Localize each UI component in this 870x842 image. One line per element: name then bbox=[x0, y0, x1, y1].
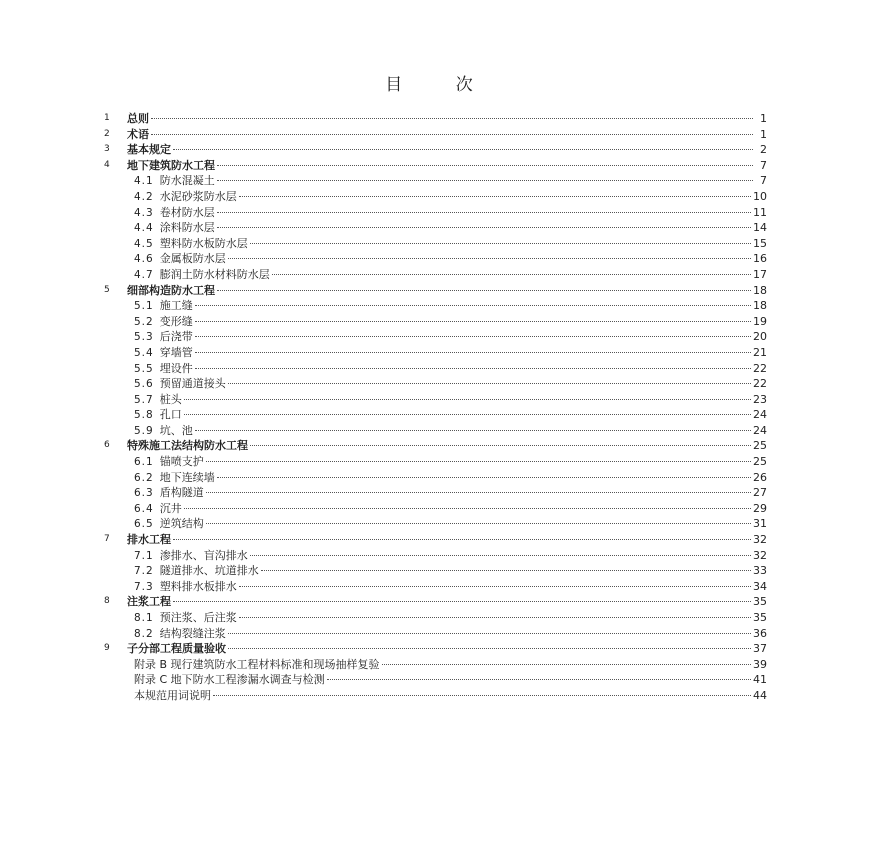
toc-row[interactable] bbox=[0, 516, 870, 532]
toc-row[interactable] bbox=[0, 111, 870, 127]
section-number: 6.5 bbox=[134, 518, 154, 531]
section-number: 7.1 bbox=[134, 549, 154, 562]
toc-label: 地下建筑防水工程 bbox=[127, 158, 215, 172]
dot-leader bbox=[228, 383, 751, 384]
dot-leader bbox=[213, 695, 751, 696]
section-number: 5.8 bbox=[134, 409, 154, 422]
toc-row[interactable] bbox=[0, 127, 870, 143]
toc-row[interactable] bbox=[0, 641, 870, 657]
toc-row[interactable] bbox=[0, 329, 870, 345]
toc-row[interactable] bbox=[0, 672, 870, 688]
toc-row[interactable] bbox=[0, 626, 870, 642]
toc-label: 塑料防水板防水层 bbox=[159, 236, 248, 250]
toc-entry bbox=[127, 142, 767, 158]
dot-leader bbox=[151, 134, 753, 135]
toc-entry bbox=[134, 688, 767, 704]
toc-label: 基本规定 bbox=[127, 143, 171, 157]
chapter-number: 9 bbox=[104, 643, 110, 654]
chapter-number: 4 bbox=[104, 159, 110, 170]
toc-entry bbox=[134, 563, 767, 580]
section-number: 5.5 bbox=[134, 362, 154, 375]
toc-label: 渗排水、盲沟排水 bbox=[159, 548, 248, 562]
dot-leader bbox=[206, 523, 751, 524]
toc-row[interactable] bbox=[0, 361, 870, 377]
section-number: 5.3 bbox=[134, 331, 154, 344]
toc-label: 防水混凝土 bbox=[159, 174, 215, 188]
toc-entry bbox=[134, 610, 767, 627]
toc-row[interactable] bbox=[0, 345, 870, 361]
toc-label: 地下连续墙 bbox=[159, 470, 215, 484]
toc-entry bbox=[134, 189, 767, 206]
toc-entry bbox=[134, 345, 767, 362]
toc-label: 穿墙管 bbox=[159, 345, 193, 359]
dot-leader bbox=[151, 118, 753, 119]
page-number: 19 bbox=[753, 314, 767, 328]
page-number: 16 bbox=[753, 252, 767, 266]
page-number: 35 bbox=[753, 595, 767, 609]
toc-label: 卷材防水层 bbox=[159, 205, 215, 219]
page-number: 29 bbox=[753, 501, 767, 515]
toc-row[interactable] bbox=[0, 376, 870, 392]
toc-entry bbox=[134, 626, 767, 643]
section-number: 5.1 bbox=[134, 300, 154, 313]
toc-row[interactable] bbox=[0, 594, 870, 610]
section-number: 4.1 bbox=[134, 175, 154, 188]
dot-leader bbox=[184, 414, 751, 415]
toc-row[interactable] bbox=[0, 563, 870, 579]
toc-label: 逆筑结构 bbox=[159, 517, 204, 531]
section-number: 5.9 bbox=[134, 424, 154, 437]
dot-leader bbox=[217, 477, 751, 478]
toc-entry bbox=[134, 251, 767, 268]
toc-label: 附录 B 现行建筑防水工程材料标准和现场抽样复验 bbox=[134, 657, 380, 671]
toc-label: 水泥砂浆防水层 bbox=[159, 189, 237, 203]
toc-entry bbox=[134, 376, 767, 393]
toc-row[interactable] bbox=[0, 423, 870, 439]
dot-leader bbox=[239, 617, 751, 618]
toc-label: 注浆工程 bbox=[127, 595, 171, 609]
toc-entry bbox=[134, 173, 767, 190]
page-number: 18 bbox=[753, 299, 767, 313]
toc-label: 细部构造防水工程 bbox=[127, 283, 215, 297]
dot-leader bbox=[217, 165, 753, 166]
dot-leader bbox=[173, 149, 753, 150]
page-number: 21 bbox=[753, 345, 767, 359]
toc-row[interactable] bbox=[0, 610, 870, 626]
toc-label: 隧道排水、坑道排水 bbox=[159, 564, 259, 578]
section-number: 4.4 bbox=[134, 222, 154, 235]
toc-row[interactable] bbox=[0, 158, 870, 174]
toc-entry bbox=[127, 532, 767, 548]
toc-row[interactable] bbox=[0, 392, 870, 408]
toc-row[interactable] bbox=[0, 298, 870, 314]
toc-entry bbox=[127, 127, 767, 143]
toc-label: 预留通道接头 bbox=[159, 377, 226, 391]
page-number: 2 bbox=[760, 143, 767, 157]
toc-label: 附录 C 地下防水工程渗漏水调查与检测 bbox=[134, 673, 325, 687]
toc-entry bbox=[134, 579, 767, 596]
dot-leader bbox=[228, 633, 751, 634]
toc-row[interactable] bbox=[0, 236, 870, 252]
chapter-number: 1 bbox=[104, 113, 110, 123]
toc-row[interactable] bbox=[0, 205, 870, 221]
toc-label: 总则 bbox=[127, 112, 149, 125]
dot-leader bbox=[173, 539, 751, 540]
dot-leader bbox=[173, 601, 751, 602]
page-number: 44 bbox=[753, 688, 767, 702]
toc-entry bbox=[134, 501, 767, 518]
dot-leader bbox=[184, 399, 751, 400]
dot-leader bbox=[217, 290, 751, 291]
toc-entry bbox=[134, 657, 767, 673]
toc-row[interactable] bbox=[0, 485, 870, 501]
page-number: 31 bbox=[753, 517, 767, 531]
page-number: 24 bbox=[753, 408, 767, 422]
section-number: 4.2 bbox=[134, 190, 154, 203]
page-number: 36 bbox=[753, 626, 767, 640]
dot-leader bbox=[228, 258, 751, 259]
section-number: 7.3 bbox=[134, 580, 154, 593]
toc-label: 排水工程 bbox=[127, 533, 171, 547]
section-number: 6.1 bbox=[134, 456, 154, 469]
toc-entry bbox=[127, 438, 767, 454]
section-number: 4.3 bbox=[134, 206, 154, 219]
toc-entry bbox=[134, 314, 767, 331]
toc-label: 锚喷支护 bbox=[159, 455, 204, 469]
section-number: 6.3 bbox=[134, 487, 154, 500]
dot-leader bbox=[382, 664, 751, 665]
toc-label: 金属板防水层 bbox=[159, 252, 226, 266]
toc-label: 施工缝 bbox=[159, 299, 193, 313]
toc-label: 本规范用词说明 bbox=[134, 688, 211, 702]
toc-entry bbox=[127, 111, 767, 127]
dot-leader bbox=[250, 243, 751, 244]
chapter-number: 7 bbox=[104, 534, 110, 545]
toc-entry bbox=[134, 516, 767, 533]
toc-label: 塑料排水板排水 bbox=[159, 579, 237, 593]
toc-entry bbox=[134, 392, 767, 409]
toc-entry bbox=[134, 298, 767, 315]
page-number: 35 bbox=[753, 611, 767, 624]
section-number: 5.2 bbox=[134, 315, 154, 328]
dot-leader bbox=[217, 212, 751, 213]
section-number: 4.6 bbox=[134, 253, 154, 266]
toc-entry bbox=[127, 158, 767, 174]
toc-row[interactable] bbox=[0, 501, 870, 517]
page-number: 11 bbox=[753, 205, 767, 219]
section-number: 4.5 bbox=[134, 237, 154, 250]
toc-row[interactable] bbox=[0, 688, 870, 704]
section-number: 8.2 bbox=[134, 627, 154, 640]
toc-entry bbox=[127, 641, 767, 657]
chapter-number: 2 bbox=[104, 128, 110, 139]
page-number: 39 bbox=[753, 657, 767, 671]
toc-entry bbox=[134, 672, 767, 688]
toc-entry bbox=[134, 470, 767, 487]
toc-label: 特殊施工法结构防水工程 bbox=[127, 439, 248, 453]
toc-label: 沉井 bbox=[159, 501, 182, 515]
section-number: 6.2 bbox=[134, 471, 154, 484]
toc-row[interactable] bbox=[0, 314, 870, 330]
page-number: 1 bbox=[760, 112, 767, 125]
toc-label: 术语 bbox=[127, 127, 149, 141]
toc-entry bbox=[134, 407, 767, 424]
toc-row[interactable] bbox=[0, 220, 870, 236]
page-number: 22 bbox=[753, 361, 767, 375]
toc-entry bbox=[134, 485, 767, 502]
chapter-number: 6 bbox=[104, 440, 110, 451]
toc-entry bbox=[134, 548, 767, 565]
toc-entry bbox=[134, 361, 767, 378]
toc-entry bbox=[134, 220, 767, 237]
dot-leader bbox=[217, 227, 751, 228]
toc-row[interactable] bbox=[0, 407, 870, 423]
toc-label: 预注浆、后注浆 bbox=[159, 611, 237, 624]
chapter-number: 5 bbox=[104, 284, 110, 295]
dot-leader bbox=[206, 461, 751, 462]
toc-label: 桩头 bbox=[159, 392, 182, 406]
dot-leader bbox=[228, 648, 751, 649]
toc-entry bbox=[127, 283, 767, 299]
toc-label: 坑、池 bbox=[159, 423, 193, 437]
page-number: 18 bbox=[753, 283, 767, 297]
dot-leader bbox=[327, 679, 751, 680]
page-number: 41 bbox=[753, 673, 767, 687]
dot-leader bbox=[195, 430, 751, 431]
page-number: 23 bbox=[753, 392, 767, 406]
page-number: 25 bbox=[753, 455, 767, 469]
page-number: 32 bbox=[753, 548, 767, 562]
section-number: 7.2 bbox=[134, 565, 154, 578]
page-number: 34 bbox=[753, 579, 767, 593]
toc-label: 后浇带 bbox=[159, 330, 193, 344]
chapter-number: 3 bbox=[104, 144, 110, 155]
page-title: 目 次 bbox=[385, 75, 497, 95]
toc-row[interactable] bbox=[0, 283, 870, 299]
table-of-contents bbox=[0, 111, 870, 704]
section-number: 5.6 bbox=[134, 378, 154, 391]
toc-row[interactable] bbox=[0, 579, 870, 595]
section-number: 4.7 bbox=[134, 268, 154, 281]
toc-label: 结构裂缝注浆 bbox=[159, 626, 226, 640]
dot-leader bbox=[250, 445, 751, 446]
dot-leader bbox=[195, 368, 751, 369]
dot-leader bbox=[272, 274, 751, 275]
dot-leader bbox=[261, 570, 751, 571]
toc-entry bbox=[134, 423, 767, 440]
dot-leader bbox=[250, 555, 751, 556]
dot-leader bbox=[239, 196, 751, 197]
page-number: 24 bbox=[753, 423, 767, 437]
toc-entry bbox=[134, 329, 767, 346]
dot-leader bbox=[195, 321, 751, 322]
toc-label: 子分部工程质量验收 bbox=[127, 642, 226, 656]
page-number: 37 bbox=[753, 642, 767, 656]
section-number: 5.7 bbox=[134, 393, 154, 406]
toc-entry bbox=[134, 454, 767, 471]
dot-leader bbox=[195, 305, 751, 306]
toc-entry bbox=[134, 236, 767, 253]
toc-label: 埋设件 bbox=[159, 361, 193, 375]
toc-entry bbox=[134, 267, 767, 284]
section-number: 8.1 bbox=[134, 612, 154, 624]
chapter-number: 8 bbox=[104, 596, 110, 607]
toc-row[interactable] bbox=[0, 454, 870, 470]
toc-entry bbox=[134, 205, 767, 222]
page-number: 26 bbox=[753, 470, 767, 484]
toc-row[interactable] bbox=[0, 657, 870, 673]
toc-row[interactable] bbox=[0, 142, 870, 158]
section-number: 5.4 bbox=[134, 346, 154, 359]
page-number: 20 bbox=[753, 330, 767, 344]
page-number: 32 bbox=[753, 533, 767, 547]
toc-label: 膨润土防水材料防水层 bbox=[159, 267, 270, 281]
toc-row[interactable] bbox=[0, 267, 870, 283]
dot-leader bbox=[217, 180, 753, 181]
toc-row[interactable] bbox=[0, 532, 870, 548]
dot-leader bbox=[195, 352, 751, 353]
dot-leader bbox=[206, 492, 751, 493]
toc-row[interactable] bbox=[0, 173, 870, 189]
page-number: 33 bbox=[753, 564, 767, 578]
page-number: 27 bbox=[753, 486, 767, 500]
page-number: 22 bbox=[753, 377, 767, 391]
toc-entry bbox=[127, 594, 767, 610]
page-number: 1 bbox=[760, 127, 767, 141]
dot-leader bbox=[184, 508, 751, 509]
toc-row[interactable] bbox=[0, 189, 870, 205]
toc-label: 变形缝 bbox=[159, 314, 193, 328]
toc-label: 涂料防水层 bbox=[159, 221, 215, 235]
toc-row[interactable] bbox=[0, 251, 870, 267]
toc-row[interactable] bbox=[0, 470, 870, 486]
page-number: 10 bbox=[753, 189, 767, 203]
page-number: 17 bbox=[753, 267, 767, 281]
dot-leader bbox=[195, 336, 751, 337]
toc-row[interactable] bbox=[0, 438, 870, 454]
page-number: 15 bbox=[753, 236, 767, 250]
page-number: 14 bbox=[753, 221, 767, 235]
page-number: 7 bbox=[760, 158, 767, 172]
page-number: 7 bbox=[760, 174, 767, 188]
toc-label: 孔口 bbox=[159, 408, 182, 422]
toc-label: 盾构隧道 bbox=[159, 486, 204, 500]
toc-row[interactable] bbox=[0, 548, 870, 564]
section-number: 6.4 bbox=[134, 502, 154, 515]
dot-leader bbox=[239, 586, 751, 587]
page-number: 25 bbox=[753, 439, 767, 453]
